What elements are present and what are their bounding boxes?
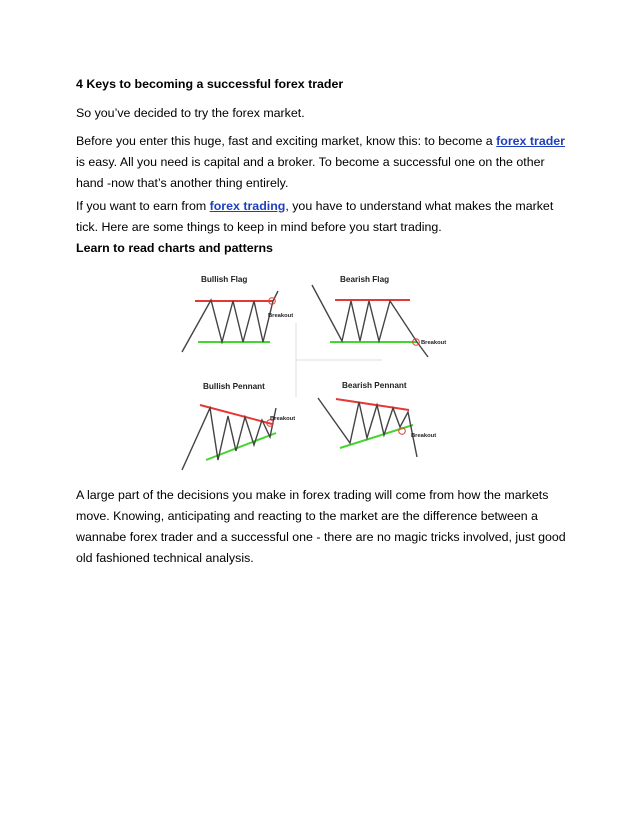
- paragraph-forex-trader: [76, 131, 566, 194]
- paragraph-text: If you want to earn from: [76, 199, 210, 213]
- document-title: 4 Keys to becoming a successful forex trader: [76, 77, 344, 91]
- bearish-pennant-panel: [318, 381, 436, 457]
- chart-patterns-figure: [170, 265, 470, 473]
- paragraph-text: , you have to understand what makes the market tick. Here are some things to keep in mind before you start trading.: [76, 199, 554, 234]
- bearish-flag-label: Bearish Flag: [340, 275, 390, 284]
- price-path: [312, 285, 428, 357]
- bullish-flag-panel: [182, 275, 293, 352]
- bullish-pennant-panel: [182, 382, 295, 470]
- paragraph-text: Before you enter this huge, fast and exciting market, know this: to become a: [76, 134, 497, 148]
- bearish-pennant-label: Bearish Pennant: [342, 381, 407, 390]
- bullish-flag-label: Bullish Flag: [201, 275, 248, 284]
- bearish-flag-panel: [312, 275, 446, 357]
- intro-paragraph: So you’ve decided to try the forex market.: [76, 106, 305, 120]
- resistance-line: [336, 399, 409, 410]
- breakout-label: Breakout: [421, 340, 447, 346]
- breakout-label: Breakout: [411, 433, 437, 439]
- bullish-pennant-label: Bullish Pennant: [203, 382, 265, 391]
- section-heading: Learn to read charts and patterns: [76, 241, 273, 255]
- forex-trader-link[interactable]: forex trader: [496, 134, 566, 148]
- forex-trading-link[interactable]: forex trading: [209, 199, 286, 213]
- paragraph-text: is easy. All you need is capital and a broker. To become a successful one on the other hand -now that’s another thing entirely.: [76, 155, 545, 190]
- breakout-label: Breakout: [270, 416, 296, 422]
- chart-patterns-illustration: [170, 265, 470, 473]
- breakout-label: Breakout: [268, 313, 294, 319]
- paragraph-forex-trading: [76, 196, 566, 238]
- technical-analysis-paragraph: A large part of the decisions you make in forex trading will come from how the markets move. Knowing, anticipating and reacting to the market are the difference between a wannabe forex trader and a successful one - there are no magic tricks involved, just good old fashioned technical analysis.: [76, 488, 566, 565]
